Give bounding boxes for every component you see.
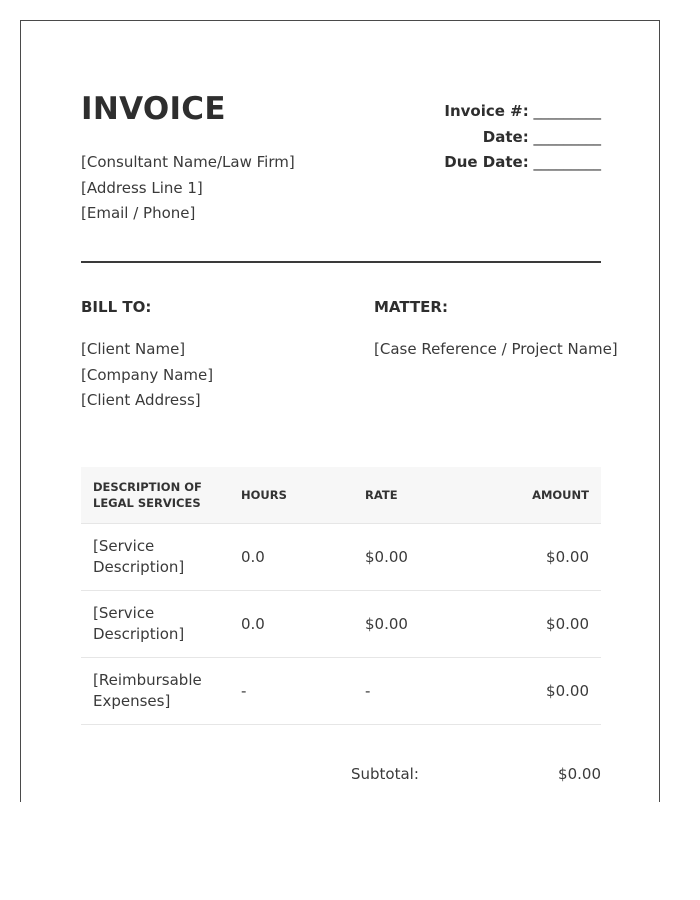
- row-hours: 0.0: [229, 524, 353, 591]
- row-hours: 0.0: [229, 591, 353, 658]
- invoice-number-label: Invoice #:: [444, 102, 529, 120]
- description-line1: [Reimbursable: [93, 671, 202, 689]
- due-date-row: [444, 150, 601, 176]
- sender-contact: [Email / Phone]: [81, 204, 196, 222]
- invoice-date-label: Date:: [482, 127, 529, 146]
- row-amount: $0.00: [477, 524, 601, 591]
- due-date-value: _________: [533, 153, 601, 171]
- invoice-date-row: [444, 125, 601, 151]
- row-rate: -: [353, 658, 477, 725]
- row-amount: $0.00: [477, 658, 601, 725]
- table-row: [81, 524, 601, 591]
- invoice-number-row: [444, 99, 601, 125]
- description-line1: [Service: [93, 537, 155, 555]
- matter-heading: MATTER:: [374, 298, 448, 316]
- invoice-number-value: _________: [533, 102, 601, 120]
- client-name: [Client Name]: [81, 340, 186, 358]
- row-rate: $0.00: [353, 524, 477, 591]
- client-address: [Client Address]: [81, 391, 201, 409]
- row-description: [81, 591, 229, 658]
- table-row: [81, 591, 601, 658]
- due-date-label: Due Date:: [444, 153, 529, 171]
- rate-column-header: RATE: [353, 467, 477, 524]
- table-header-row: [81, 467, 601, 524]
- services-table: [81, 467, 601, 725]
- company-name: [Company Name]: [81, 365, 214, 384]
- hours-column-header: HOURS: [229, 467, 353, 524]
- bill-to-details: [81, 337, 213, 414]
- row-description: [81, 524, 229, 591]
- description-line1: [Service: [93, 604, 155, 622]
- table-row: [81, 658, 601, 725]
- description-line2: Description]: [93, 558, 185, 576]
- row-rate: $0.00: [353, 591, 477, 658]
- subtotal-value: $0.00: [558, 765, 601, 783]
- row-amount: $0.00: [477, 591, 601, 658]
- amount-column-header: AMOUNT: [477, 467, 601, 524]
- sender-address: [Address Line 1]: [81, 178, 203, 197]
- row-hours: -: [229, 658, 353, 725]
- sender-name: [Consultant Name/Law Firm]: [81, 153, 295, 171]
- description-column-header: [81, 467, 229, 524]
- description-line2: Expenses]: [93, 692, 171, 710]
- matter-reference: [Case Reference / Project Name]: [374, 340, 618, 358]
- description-header-line1: DESCRIPTION OF: [93, 480, 202, 494]
- subtotal-label: Subtotal:: [351, 765, 419, 783]
- invoice-sheet: [20, 20, 660, 802]
- invoice-meta: [444, 99, 601, 176]
- header-divider: [81, 261, 601, 263]
- bill-to-heading: BILL TO:: [81, 298, 152, 316]
- invoice-date-value: _________: [533, 127, 601, 146]
- row-description: [81, 658, 229, 725]
- sender-details: [81, 150, 295, 227]
- invoice-title: INVOICE: [81, 91, 226, 127]
- description-header-line2: LEGAL SERVICES: [93, 496, 201, 510]
- description-line2: Description]: [93, 625, 185, 643]
